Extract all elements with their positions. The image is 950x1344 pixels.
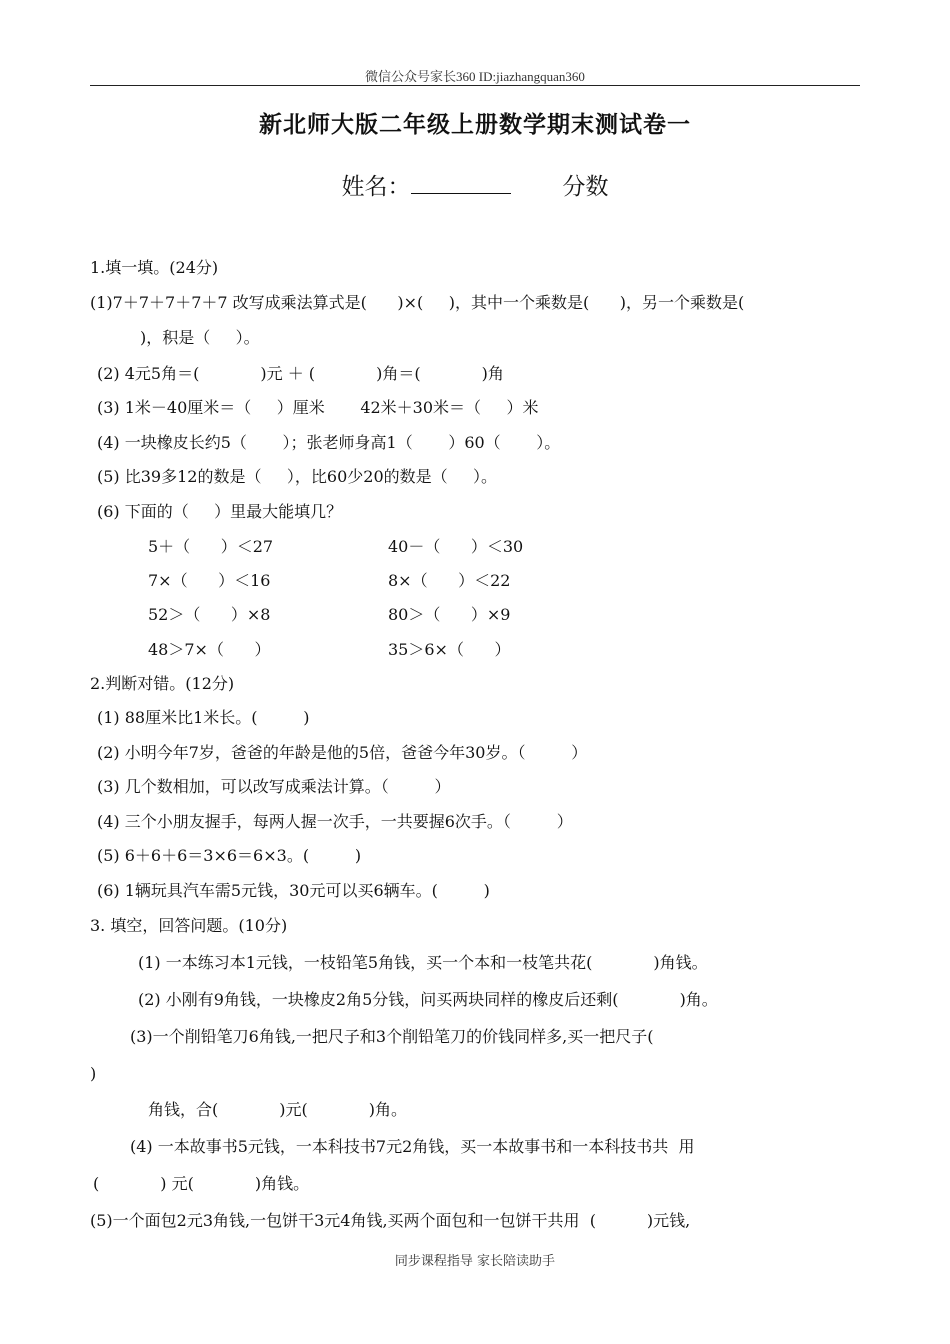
section2-heading: 2.判断对错。(12分): [90, 674, 235, 693]
s1-q1-line2: )，积是（ ）。: [140, 328, 260, 347]
s1-grid-cell: 8×（ ）＜22: [388, 571, 511, 590]
s1-grid-cell: 48＞7×（ ）: [148, 640, 271, 659]
s3-q3-line2: ): [90, 1064, 97, 1083]
s2-item: (1) 88厘米比1米长。( ): [97, 708, 310, 727]
s1-q6: (6) 下面的（ ）里最大能填几？: [97, 502, 343, 521]
s1-grid-cell: 35＞6×（ ）: [388, 640, 511, 659]
score-label: 分数: [562, 174, 609, 200]
s1-grid-cell: 5＋（ ）＜27: [148, 537, 274, 556]
s3-q2: (2) 小刚有9角钱，一块橡皮2角5分钱，问买两块同样的橡皮后还剩( )角。: [138, 990, 718, 1009]
s1-grid-cell: 52＞（ ）×8: [148, 605, 271, 624]
s2-item: (6) 1辆玩具汽车需5元钱，30元可以买6辆车。( ): [97, 881, 490, 900]
s3-q1: (1) 一本练习本1元钱，一枝铅笔5角钱，买一个本和一枝笔共花( )角钱。: [138, 953, 708, 972]
page-title: 新北师大版二年级上册数学期末测试卷一: [259, 111, 691, 138]
header-note: 微信公众号家长360 ID:jiazhangquan360: [365, 69, 585, 84]
footer-note: 同步课程指导 家长陪读助手: [394, 1254, 556, 1269]
section3-heading: 3. 填空，回答问题。(10分): [90, 916, 288, 935]
header-divider: [90, 85, 860, 86]
s1-q3: (3) 1米－40厘米＝（ ）厘米 42米＋30米＝（ ）米: [97, 398, 539, 417]
s3-q4-line2: ( ) 元( )角钱。: [93, 1174, 310, 1193]
name-score-row: [0, 168, 950, 201]
section1-heading: 1.填一填。(24分): [90, 258, 219, 277]
s1-grid-cell: 40－（ ）＜30: [388, 537, 524, 556]
s3-q3-line1: (3)一个削铅笔刀6角钱,一把尺子和3个削铅笔刀的价钱同样多,买一把尺子(: [130, 1027, 654, 1046]
s3-q5: (5)一个面包2元3角钱,一包饼干3元4角钱,买两个面包和一包饼干共用 ( )元钱,: [90, 1211, 691, 1230]
name-blank[interactable]: [411, 171, 511, 194]
s3-q3-line3: 角钱，合( )元( )角。: [148, 1100, 408, 1119]
s1-q4: (4) 一块橡皮长约5（ ）；张老师身高1（ ）60（ ）。: [97, 433, 561, 452]
name-label: 姓名：: [341, 174, 411, 200]
s2-item: (2) 小明今年7岁，爸爸的年龄是他的5倍，爸爸今年30岁。（ ）: [97, 743, 588, 762]
s2-item: (4) 三个小朋友握手，每两人握一次手，一共要握6次手。（ ）: [97, 812, 573, 831]
s1-grid-cell: 80＞（ ）×9: [388, 605, 511, 624]
s1-q5: (5) 比39多12的数是（ ），比60少20的数是（ ）。: [97, 467, 498, 486]
s1-q2: (2) 4元5角＝( )元 ＋ ( )角＝( )角: [97, 364, 504, 383]
s2-item: (5) 6＋6＋6＝3×6＝6×3。( ): [97, 846, 362, 865]
s1-q1-line1: (1)7＋7＋7＋7＋7 改写成乘法算式是( )×( )，其中一个乘数是( )，另一个乘数是(: [90, 293, 745, 312]
s2-item: (3) 几个数相加，可以改写成乘法计算。（ ）: [97, 777, 451, 796]
s3-q4-line1: (4) 一本故事书5元钱，一本科技书7元2角钱，买一本故事书和一本科技书共 用: [130, 1137, 695, 1156]
s1-grid-cell: 7×（ ）＜16: [148, 571, 271, 590]
